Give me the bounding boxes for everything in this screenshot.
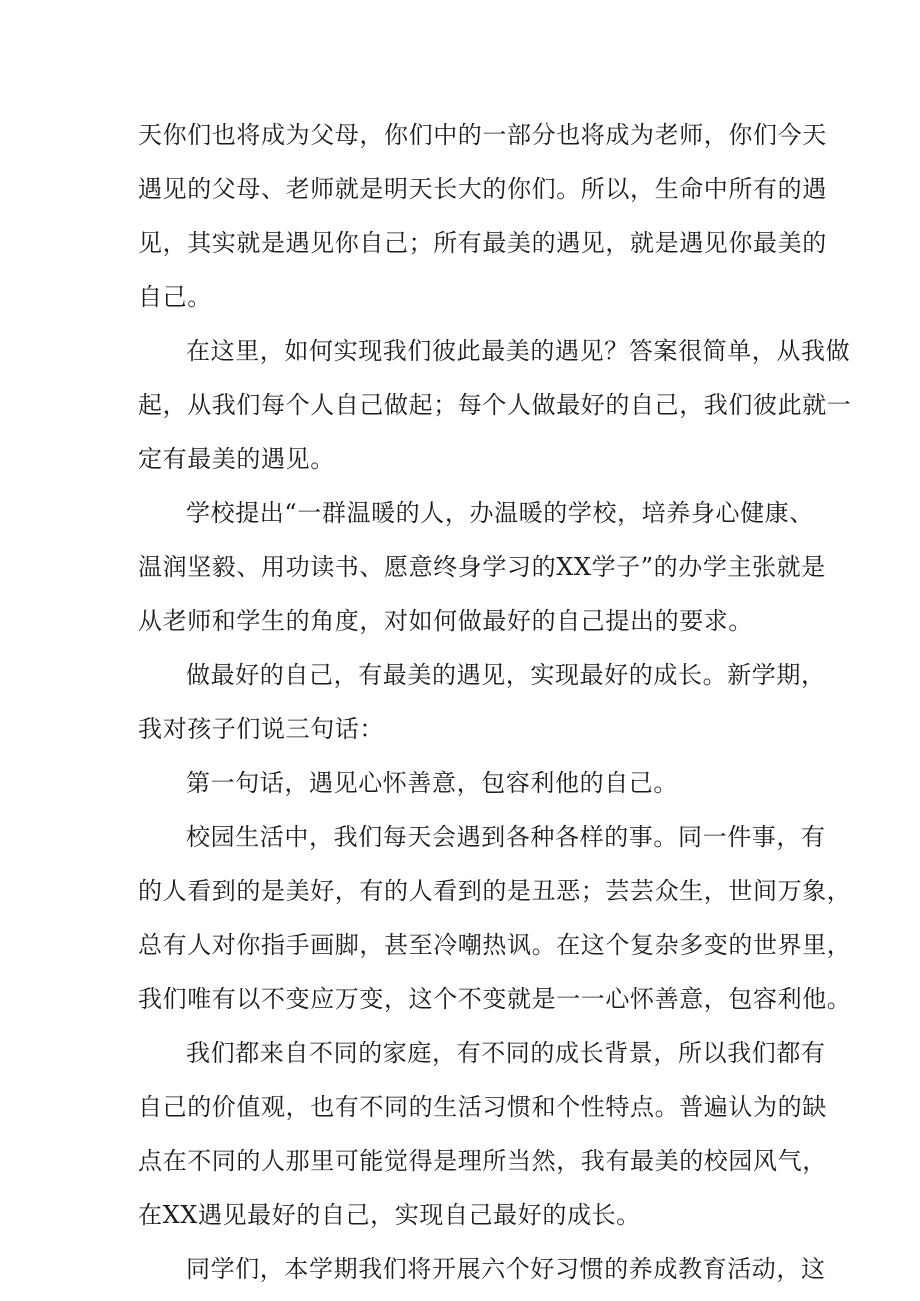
text-line: 我们都来自不同的家庭，有不同的成长背景，所以我们都有: [186, 1039, 826, 1067]
text-line: 校园生活中，我们每天会遇到各种各样的事。同一件事，有: [186, 823, 826, 851]
text-line: 总有人对你指手画脚，甚至冷嘲热讽。在这个复杂多变的世界里，: [138, 931, 852, 959]
text-line: 自己。: [138, 283, 212, 311]
text-line: 从老师和学生的角度，对如何做最好的自己提出的要求。: [138, 607, 753, 635]
paragraph-3: [138, 486, 826, 648]
paragraph-1: [138, 108, 827, 324]
paragraph-2: [138, 324, 852, 486]
text-line: 自己的价值观，也有不同的生活习惯和个性特点。普遍认为的缺: [138, 1093, 827, 1121]
text-line: 第一句话，遇见心怀善意，包容利他的自己。: [186, 769, 678, 797]
paragraph-4: [138, 648, 826, 756]
text-line: 起，从我们每个人自己做起；每个人做最好的自己，我们彼此就一: [138, 391, 852, 419]
text-line: 遇见的父母、老师就是明天长大的你们。所以，生命中所有的遇: [138, 175, 827, 203]
text-line: 的人看到的是美好，有的人看到的是丑恶；芸芸众生，世间万象，: [138, 877, 852, 905]
text-line: 在XX遇见最好的自己，实现自己最好的成长。: [138, 1201, 641, 1229]
text-line: 定有最美的遇见。: [138, 445, 335, 473]
paragraph-6: [138, 810, 852, 1026]
text-line: 我们唯有以不变应万变，这个不变就是一一心怀善意，包容利他。: [138, 985, 852, 1013]
text-line: 见，其实就是遇见你自己；所有最美的遇见，就是遇见你最美的: [138, 229, 827, 257]
text-line: 同学们，本学期我们将开展六个好习惯的养成教育活动，这: [186, 1255, 826, 1283]
paragraph-5: [138, 756, 798, 810]
paragraph-7: [138, 1026, 827, 1242]
text-line: 点在不同的人那里可能觉得是理所当然，我有最美的校园风气，: [138, 1147, 827, 1175]
text-line: 温润坚毅、用功读书、愿意终身学习的XX学子”的办学主张就是: [138, 553, 826, 581]
paragraph-8: [138, 1242, 826, 1296]
text-line: 学校提出“一群温暖的人，办温暖的学校，培养身心健康、: [186, 499, 814, 527]
text-line: 我对孩子们说三句话：: [138, 715, 384, 743]
text-line: 做最好的自己，有最美的遇见，实现最好的成长。新学期，: [186, 661, 826, 689]
text-line: 在这里，如何实现我们彼此最美的遇见？答案很简单，从我做: [186, 337, 851, 365]
text-line: 天你们也将成为父母，你们中的一部分也将成为老师，你们今天: [138, 121, 827, 149]
document-body: [138, 108, 852, 1296]
